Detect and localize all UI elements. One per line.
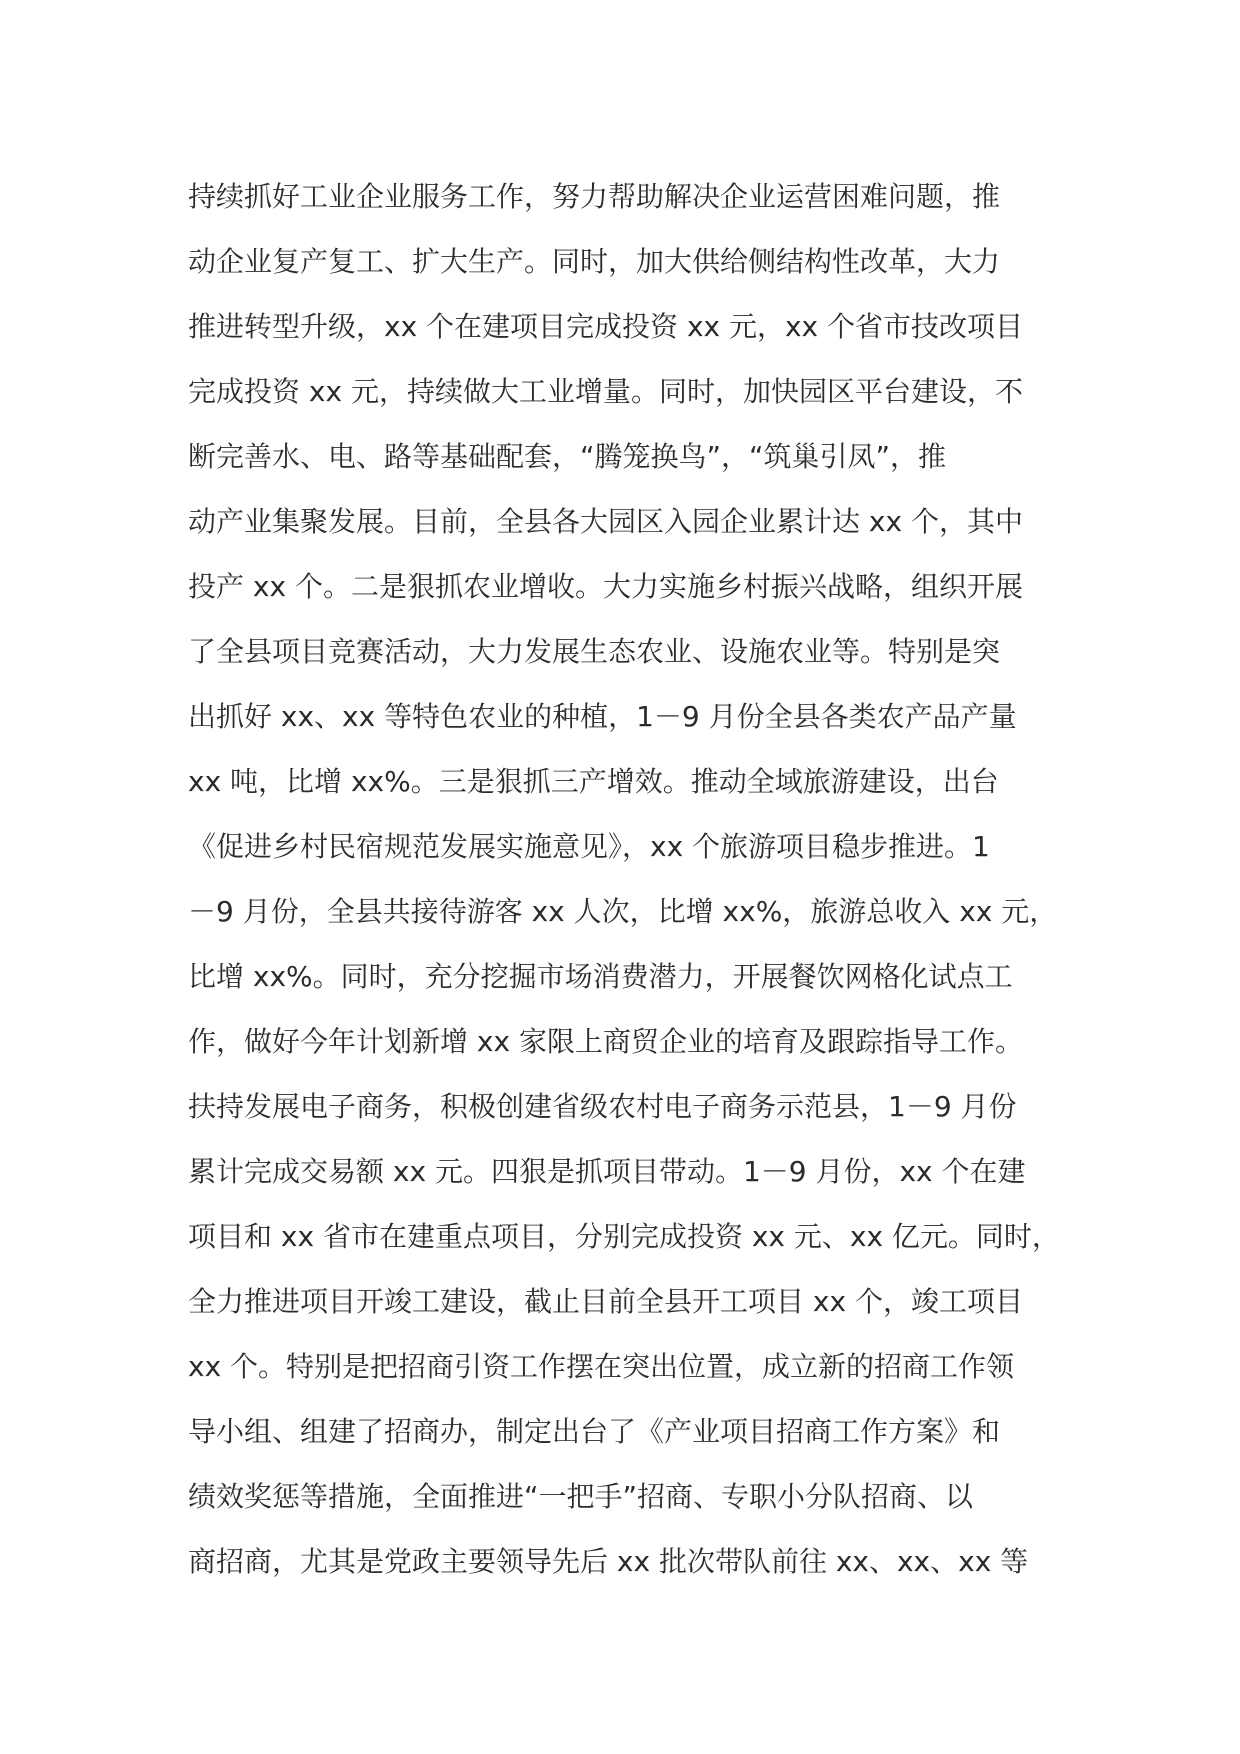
text-line: 推进转型升级，xx 个在建项目完成投资 xx 元，xx 个省市技改项目 [188, 310, 1024, 343]
text-line: 累计完成交易额 xx 元。四狠是抓项目带动。1－9 月份，xx 个在建 [188, 1155, 1026, 1188]
text-line: 项目和 xx 省市在建重点项目，分别完成投资 xx 元、xx 亿元。同时， [188, 1220, 1060, 1253]
text-line: 商招商，尤其是党政主要领导先后 xx 批次带队前往 xx、xx、xx 等 [188, 1545, 1029, 1578]
text-line: 出抓好 xx、xx 等特色农业的种植，1－9 月份全县各类农产品产量 [188, 700, 1017, 733]
body-paragraph [188, 172, 1088, 1602]
text-line: 断完善水、电、路等基础配套，“腾笼换鸟”，“筑巢引凤”，推 [188, 440, 947, 473]
text-line: 动企业复产复工、扩大生产。同时，加大供给侧结构性改革，大力 [188, 245, 1001, 278]
text-line: 动产业集聚发展。目前，全县各大园区入园企业累计达 xx 个，其中 [188, 505, 1023, 538]
text-line: 作，做好今年计划新增 xx 家限上商贸企业的培育及跟踪指导工作。 [188, 1025, 1023, 1058]
text-line: 扶持发展电子商务，积极创建省级农村电子商务示范县，1－9 月份 [188, 1090, 1017, 1123]
text-line: 绩效奖惩等措施，全面推进“一把手”招商、专职小分队招商、以 [188, 1480, 974, 1513]
text-line: 导小组、组建了招商办，制定出台了《产业项目招商工作方案》和 [188, 1415, 1001, 1448]
text-line: xx 个。特别是把招商引资工作摆在突出位置，成立新的招商工作领 [188, 1350, 1015, 1383]
text-line: xx 吨，比增 xx%。三是狠抓三产增效。推动全域旅游建设，出台 [188, 765, 999, 798]
text-line: 全力推进项目开竣工建设，截止目前全县开工项目 xx 个，竣工项目 [188, 1285, 1023, 1318]
text-line: 了全县项目竞赛活动，大力发展生态农业、设施农业等。特别是突 [188, 635, 1001, 668]
text-line: 《促进乡村民宿规范发展实施意见》，xx 个旅游项目稳步推进。1 [188, 830, 990, 863]
text-line: －9 月份，全县共接待游客 xx 人次，比增 xx%，旅游总收入 xx 元， [188, 895, 1058, 928]
text-line: 投产 xx 个。二是狠抓农业增收。大力实施乡村振兴战略，组织开展 [188, 570, 1023, 603]
text-line: 持续抓好工业企业服务工作，努力帮助解决企业运营困难问题，推 [188, 180, 1001, 213]
text-line: 比增 xx%。同时，充分挖掘市场消费潜力，开展餐饮网格化试点工 [188, 960, 1013, 993]
text-line: 完成投资 xx 元，持续做大工业增量。同时，加快园区平台建设，不 [188, 375, 1023, 408]
